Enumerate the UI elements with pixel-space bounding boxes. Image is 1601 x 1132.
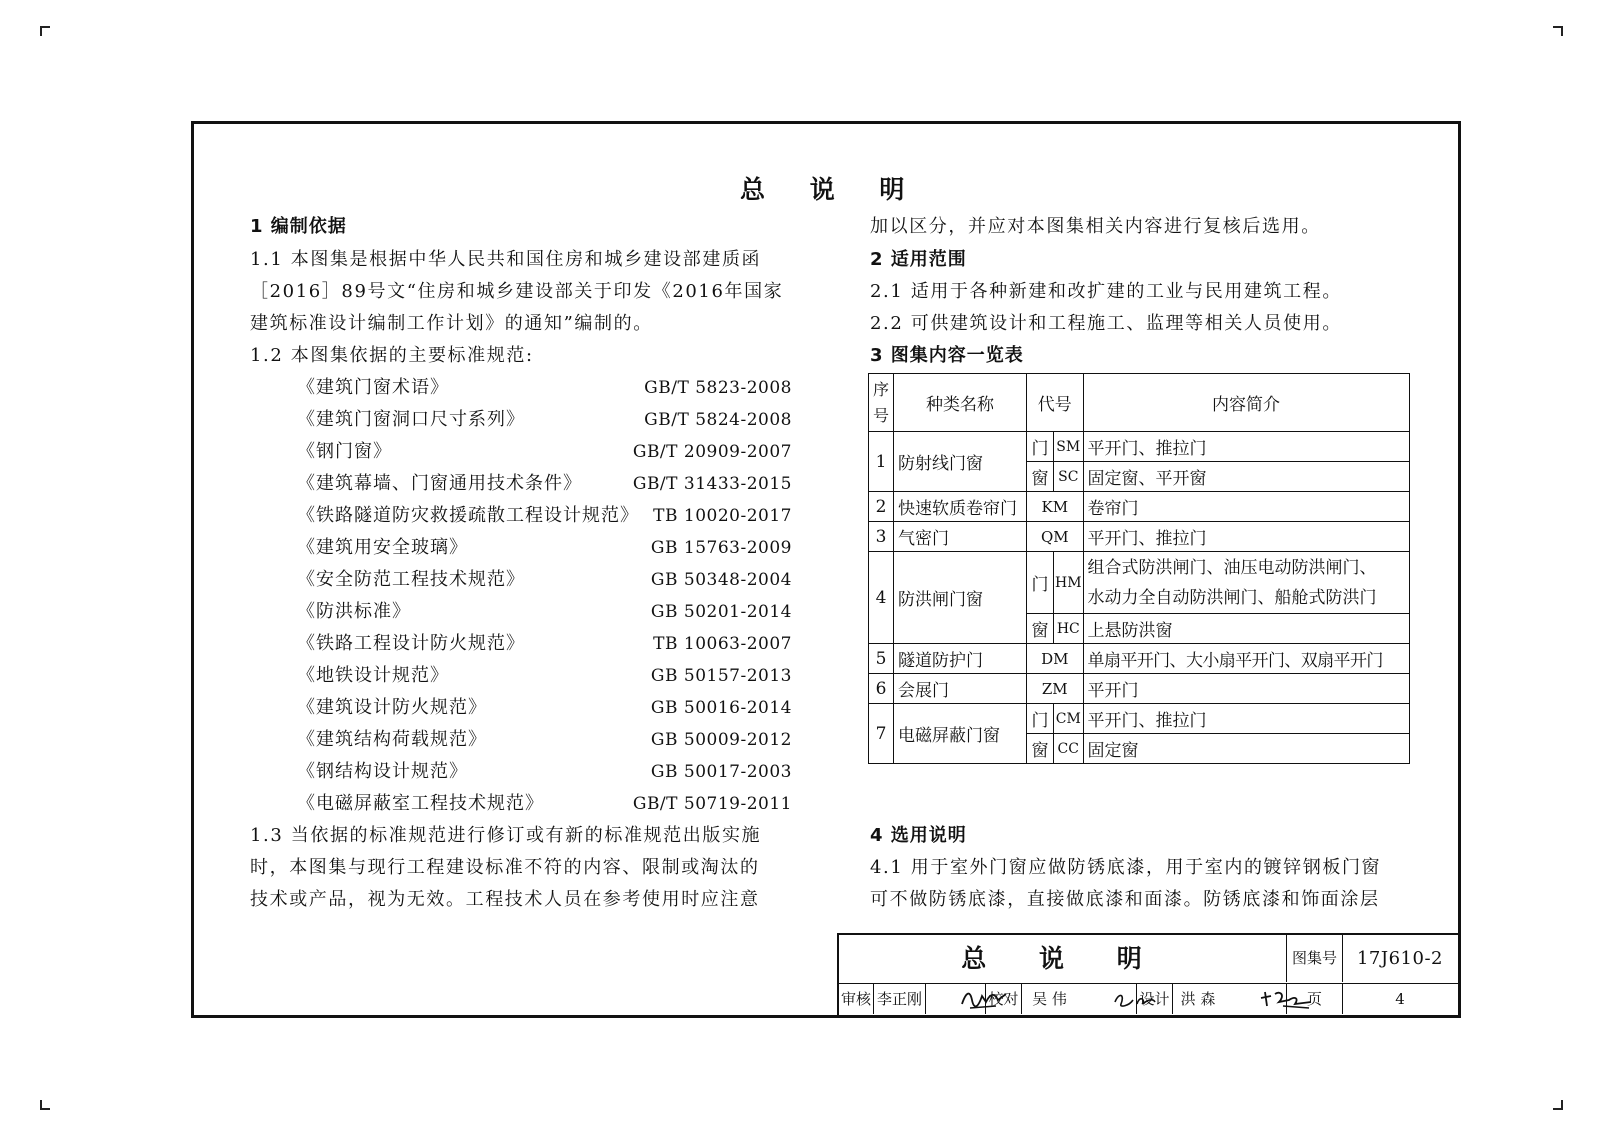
row-kind: 防洪闸门窗 [894, 552, 1027, 644]
standard-code: GB/T 20909-2007 [632, 442, 792, 462]
row-type: 门 [1027, 704, 1054, 734]
paragraph-1-3-line: 技术或产品，视为无效。工程技术人员在参考使用时应注意 [250, 889, 760, 910]
header-desc: 内容简介 [1083, 374, 1409, 432]
row-seq: 5 [869, 644, 894, 674]
row-desc [1083, 552, 1409, 614]
row-type: 门 [1027, 552, 1054, 614]
row-desc-line: 水动力全自动防洪闸门、船舱式防洪门 [1087, 587, 1377, 608]
row-code: SM [1054, 432, 1084, 462]
atlas-number: 17J610-2 [1356, 948, 1443, 969]
title-block [837, 933, 1458, 1015]
standard-name: 《建筑门窗洞口尺寸系列》 [297, 409, 525, 430]
standard-name: 《安全防范工程技术规范》 [297, 569, 525, 590]
crop-mark-top-left [40, 26, 50, 36]
table-row [869, 644, 1410, 674]
row-kind: 气密门 [894, 522, 1027, 552]
row-desc: 单扇平开门、大小扇平开门、双扇平开门 [1083, 644, 1409, 674]
row-code: DM [1027, 644, 1084, 674]
row-kind: 防射线门窗 [894, 432, 1027, 492]
crop-mark-bottom-left [40, 1100, 50, 1110]
row-desc: 固定窗 [1083, 734, 1409, 764]
standard-name: 《建筑门窗术语》 [297, 377, 449, 398]
row-kind: 电磁屏蔽门窗 [894, 704, 1027, 764]
standard-code: GB 15763-2009 [650, 538, 792, 558]
standard-name: 《钢门窗》 [297, 441, 392, 462]
row-code: SC [1054, 462, 1084, 492]
row-desc: 平开门、推拉门 [1083, 704, 1409, 734]
table-row [869, 522, 1410, 552]
crop-mark-bottom-right [1553, 1100, 1563, 1110]
row-desc: 卷帘门 [1083, 492, 1409, 522]
standard-code: TB 10063-2007 [653, 634, 792, 654]
table-row [869, 552, 1410, 614]
paragraph-4-1-line: 4.1 用于室外门窗应做防锈底漆，用于室内的镀锌钢板门窗 [870, 857, 1382, 878]
section-3-heading: 3 图集内容一览表 [870, 345, 1024, 366]
paragraph-2-2: 2.2 可供建筑设计和工程施工、监理等相关人员使用。 [870, 313, 1342, 334]
row-type: 窗 [1027, 734, 1054, 764]
standard-name: 《防洪标准》 [297, 601, 411, 622]
standard-name: 《地铁设计规范》 [297, 665, 449, 686]
row-desc: 平开门、推拉门 [1083, 522, 1409, 552]
design-label: 设计 [1137, 984, 1173, 1014]
designer-signature [1223, 984, 1287, 1014]
row-seq: 2 [869, 492, 894, 522]
paragraph-1-2: 1.2 本图集依据的主要标准规范: [250, 345, 534, 366]
paragraph-1-3-line: 1.3 当依据的标准规范进行修订或有新的标准规范出版实施 [250, 825, 762, 846]
standard-name: 《建筑幕墙、门窗通用技术条件》 [297, 473, 582, 494]
page-number: 4 [1395, 990, 1405, 1008]
title-block-title: 总 说 明 [839, 935, 1287, 982]
standard-name: 《建筑结构荷载规范》 [297, 729, 487, 750]
page-title: 总 说 明 [740, 175, 923, 204]
standard-name: 《铁路隧道防灾救援疏散工程设计规范》 [297, 505, 639, 526]
row-kind: 快速软质卷帘门 [894, 492, 1027, 522]
table-row [869, 432, 1410, 462]
row-type: 窗 [1027, 462, 1054, 492]
row-code: HM [1054, 552, 1084, 614]
section-4-heading: 4 选用说明 [870, 825, 967, 846]
title-block-top-row [839, 935, 1458, 984]
reviewer-name: 李正刚 [874, 984, 926, 1014]
standard-code: GB 50016-2014 [650, 698, 792, 718]
table-row [869, 704, 1410, 734]
row-seq: 6 [869, 674, 894, 704]
row-desc-line: 组合式防洪闸门、油压电动防洪闸门、 [1087, 557, 1377, 578]
paragraph-2-1: 2.1 适用于各种新建和改扩建的工业与民用建筑工程。 [870, 281, 1342, 302]
standard-name: 《建筑用安全玻璃》 [297, 537, 468, 558]
paragraph-1-1-line: 1.1 本图集是根据中华人民共和国住房和城乡建设部建质函 [250, 249, 762, 270]
standard-code: GB/T 5823-2008 [644, 378, 792, 398]
table-header-row [869, 374, 1410, 432]
standard-code: GB 50348-2004 [650, 570, 792, 590]
row-seq: 1 [869, 432, 894, 492]
standard-code: GB 50009-2012 [650, 730, 792, 750]
standard-code: GB/T 50719-2011 [632, 794, 792, 814]
row-seq: 4 [869, 552, 894, 644]
standard-code: GB/T 5824-2008 [644, 410, 792, 430]
row-code: CM [1054, 704, 1084, 734]
atlas-number-label: 图集号 [1287, 935, 1343, 982]
review-label: 审核 [839, 984, 874, 1014]
standard-code: GB 50201-2014 [650, 602, 792, 622]
paragraph-4-1-line: 可不做防锈底漆，直接做底漆和面漆。防锈底漆和饰面涂层 [870, 889, 1380, 910]
standard-code: GB 50157-2013 [650, 666, 792, 686]
standard-code: GB/T 31433-2015 [632, 474, 792, 494]
row-seq: 7 [869, 704, 894, 764]
checker-name: 吴 伟 [1032, 990, 1067, 1008]
standard-name: 《铁路工程设计防火规范》 [297, 633, 525, 654]
row-type: 门 [1027, 432, 1054, 462]
header-seq: 序号 [869, 374, 894, 432]
title-block-sign-row [839, 984, 1458, 1014]
row-seq: 3 [869, 522, 894, 552]
contents-table [868, 373, 1410, 764]
check-label: 校对 [986, 984, 1022, 1014]
page-label: 页 [1287, 984, 1343, 1014]
row-kind: 会展门 [894, 674, 1027, 704]
row-code: CC [1054, 734, 1084, 764]
row-kind: 隧道防护门 [894, 644, 1027, 674]
header-kind: 种类名称 [894, 374, 1027, 432]
standard-name: 《钢结构设计规范》 [297, 761, 468, 782]
standard-code: GB 50017-2003 [650, 762, 792, 782]
standard-name: 《电磁屏蔽室工程技术规范》 [297, 793, 544, 814]
table-row [869, 492, 1410, 522]
row-code: KM [1027, 492, 1084, 522]
row-code: QM [1027, 522, 1084, 552]
paragraph-1-1-line: ［2016］89号文“住房和城乡建设部关于印发《2016年国家 [250, 281, 784, 302]
table-row [869, 674, 1410, 704]
section-1-heading: 1 编制依据 [250, 216, 347, 237]
reviewer-signature [926, 984, 986, 1014]
paragraph-1-1-line: 建筑标准设计编制工作计划》的通知”编制的。 [250, 313, 653, 334]
row-desc: 平开门、推拉门 [1083, 432, 1409, 462]
row-code: HC [1054, 614, 1084, 644]
row-type: 窗 [1027, 614, 1054, 644]
crop-mark-top-right [1553, 26, 1563, 36]
row-desc: 平开门 [1083, 674, 1409, 704]
header-code: 代号 [1027, 374, 1084, 432]
section-2-heading: 2 适用范围 [870, 249, 967, 270]
standard-code: TB 10020-2017 [653, 506, 792, 526]
row-desc: 固定窗、平开窗 [1083, 462, 1409, 492]
row-desc: 上悬防洪窗 [1083, 614, 1409, 644]
continuation-text: 加以区分，并应对本图集相关内容进行复核后选用。 [870, 216, 1321, 237]
standard-name: 《建筑设计防火规范》 [297, 697, 487, 718]
designer-name: 洪 森 [1180, 990, 1216, 1008]
checker-signature [1077, 984, 1137, 1014]
row-code: ZM [1027, 674, 1084, 704]
paragraph-1-3-line: 时，本图集与现行工程建设标准不符的内容、限制或淘汰的 [250, 857, 760, 878]
